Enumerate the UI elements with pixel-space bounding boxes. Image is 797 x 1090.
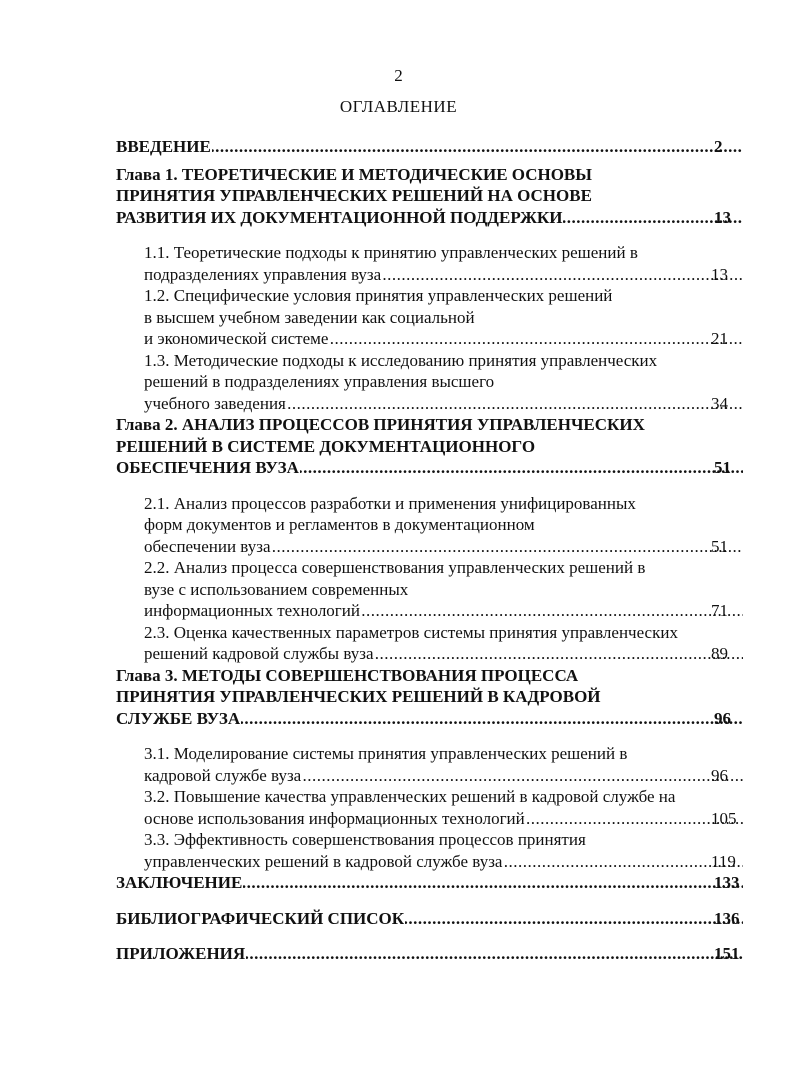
dot-leader	[503, 851, 743, 873]
table-of-contents	[116, 136, 744, 971]
dot-leader	[241, 708, 743, 730]
dot-leader	[405, 908, 743, 930]
dot-leader	[382, 264, 743, 286]
toc-entry-text: кадровой службе вуза	[144, 765, 302, 785]
toc-entry-section-1-3: 1.3. Методические подходы к исследованию принятия управленческих решений в подразделениях управления высшего учебного заведения ..... 34	[144, 350, 744, 415]
toc-entry-section-3-1: 3.1. Моделирование системы принятия управленческих решений в кадровой службе вуза ..... 96	[144, 743, 744, 786]
toc-entry-text: РАЗВИТИЯ ИХ ДОКУМЕНТАЦИОННОЙ ПОДДЕРЖКИ	[116, 207, 563, 227]
toc-line: Глава 2. АНАЛИЗ ПРОЦЕССОВ ПРИНЯТИЯ УПРАВЛЕНЧЕСКИХ	[116, 415, 645, 434]
toc-line: решений в подразделениях управления высшего	[144, 372, 495, 391]
dot-leader	[375, 643, 743, 665]
toc-line: вузе с использованием современных	[144, 579, 409, 599]
toc-entry-conclusion: ЗАКЛЮЧЕНИЕ ..... 133	[116, 872, 744, 894]
dot-leader	[243, 872, 743, 894]
toc-entry-text: учебного заведения	[144, 393, 286, 413]
dot-leader	[329, 328, 743, 350]
toc-entry-text: ОБЕСПЕЧЕНИЯ ВУЗА	[116, 458, 299, 477]
toc-line: в высшем учебном заведении как социальной	[144, 307, 475, 327]
toc-entry-section-3-3: 3.3. Эффективность совершенствования процессов принятия управленческих решений в кадровой службе вуза ..... 119	[144, 829, 744, 872]
toc-entry-text: ПРИЛОЖЕНИЯ	[116, 944, 246, 963]
toc-entry-text: СЛУЖБЕ ВУЗА	[116, 708, 241, 728]
toc-line: Глава 1. ТЕОРЕТИЧЕСКИЕ И МЕТОДИЧЕСКИЕ ОСНОВЫ	[116, 164, 592, 184]
page-number: 2	[394, 66, 403, 85]
dot-leader	[287, 393, 743, 415]
toc-entry-section-1-2: 1.2. Специфические условия принятия управленческих решений в высшем учебном заведении как социальной и экономической системе ..... 21	[144, 285, 744, 350]
toc-entry-chapter-2: Глава 2. АНАЛИЗ ПРОЦЕССОВ ПРИНЯТИЯ УПРАВЛЕНЧЕСКИХ РЕШЕНИЙ В СИСТЕМЕ ДОКУМЕНТАЦИОННОГО ОБЕСПЕЧЕНИЯ ВУЗА ..... 51	[116, 414, 744, 479]
dot-leader	[272, 536, 743, 558]
toc-entry-text: управленческих решений в кадровой службе вуза	[144, 851, 503, 871]
dot-leader	[212, 136, 743, 158]
toc-line: 3.2. Повышение качества управленческих решений в кадровой службе на	[144, 787, 676, 806]
toc-entry-text: и экономической системе	[144, 329, 329, 348]
toc-line: Глава 3. МЕТОДЫ СОВЕРШЕНСТВОВАНИЯ ПРОЦЕССА	[116, 665, 579, 685]
toc-entry-text: ВВЕДЕНИЕ	[116, 137, 211, 156]
toc-entry-text: решений кадровой службы вуза	[144, 644, 374, 663]
toc-line: 3.3. Эффективность совершенствования процессов принятия	[144, 830, 586, 849]
dot-leader	[302, 765, 743, 787]
toc-entry-intro: ВВЕДЕНИЕ ..... 2	[116, 136, 744, 158]
toc-entry-section-2-3: 2.3. Оценка качественных параметров системы принятия управленческих решений кадровой службы вуза ..... 89	[144, 622, 744, 665]
toc-line: 1.1. Теоретические подходы к принятию управленческих решений в	[144, 243, 638, 262]
toc-line: ПРИНЯТИЯ УПРАВЛЕНЧЕСКИХ РЕШЕНИЙ НА ОСНОВЕ	[116, 186, 592, 205]
toc-entry-text: информационных технологий	[144, 601, 360, 620]
toc-line: 2.3. Оценка качественных параметров системы принятия управленческих	[144, 622, 678, 642]
toc-line: 3.1. Моделирование системы принятия управленческих решений в	[144, 744, 628, 763]
toc-line: 2.2. Анализ процесса совершенствования управленческих решений в	[144, 558, 646, 577]
toc-entry-text: подразделениях управления вуза	[144, 264, 382, 284]
toc-entry-section-2-1: 2.1. Анализ процессов разработки и применения унифицированных форм документов и регламентов в документационном обеспечении вуза ..... 51	[144, 493, 744, 558]
dot-leader	[246, 943, 743, 965]
dot-leader	[300, 457, 743, 479]
toc-entry-text: обеспечении вуза	[144, 536, 271, 556]
toc-entry-section-2-2: 2.2. Анализ процесса совершенствования управленческих решений в вузе с использованием современных информационных технологий ..... 71	[144, 557, 744, 622]
toc-line: форм документов и регламентов в документационном	[144, 515, 535, 534]
toc-entry-chapter-3: Глава 3. МЕТОДЫ СОВЕРШЕНСТВОВАНИЯ ПРОЦЕССА ПРИНЯТИЯ УПРАВЛЕНЧЕСКИХ РЕШЕНИЙ В КАДРОВОЙ СЛУЖБЕ ВУЗА ..... 96	[116, 665, 744, 730]
toc-line: РЕШЕНИЙ В СИСТЕМЕ ДОКУМЕНТАЦИОННОГО	[116, 436, 536, 456]
toc-entry-text: основе использования информационных технологий	[144, 808, 525, 828]
toc-entry-appendices: ПРИЛОЖЕНИЯ ..... 151	[116, 943, 744, 965]
toc-entry-text: ЗАКЛЮЧЕНИЕ	[116, 873, 243, 892]
toc-entry-text: БИБЛИОГРАФИЧЕСКИЙ СПИСОК	[116, 908, 405, 928]
dot-leader	[361, 600, 743, 622]
toc-line: ПРИНЯТИЯ УПРАВЛЕНЧЕСКИХ РЕШЕНИЙ В КАДРОВОЙ	[116, 687, 601, 706]
toc-entry-chapter-1: Глава 1. ТЕОРЕТИЧЕСКИЕ И МЕТОДИЧЕСКИЕ ОСНОВЫ ПРИНЯТИЯ УПРАВЛЕНЧЕСКИХ РЕШЕНИЙ НА ОСНОВЕ РАЗВИТИЯ ИХ ДОКУМЕНТАЦИОННОЙ ПОДДЕРЖКИ ..... 13	[116, 164, 744, 229]
toc-entry-section-3-2: 3.2. Повышение качества управленческих решений в кадровой службе на основе использования информационных технологий ..... 105	[144, 786, 744, 829]
toc-title: ОГЛАВЛЕНИЕ	[339, 97, 458, 116]
toc-line: 1.2. Специфические условия принятия управленческих решений	[144, 286, 613, 305]
toc-line: 2.1. Анализ процессов разработки и применения унифицированных	[144, 493, 636, 513]
toc-entry-bibliography: БИБЛИОГРАФИЧЕСКИЙ СПИСОК ..... 136	[116, 908, 744, 930]
toc-line: 1.3. Методические подходы к исследованию принятия управленческих	[144, 350, 658, 370]
toc-entry-section-1-1: 1.1. Теоретические подходы к принятию управленческих решений в подразделениях управления вуза ..... 13	[144, 242, 744, 285]
